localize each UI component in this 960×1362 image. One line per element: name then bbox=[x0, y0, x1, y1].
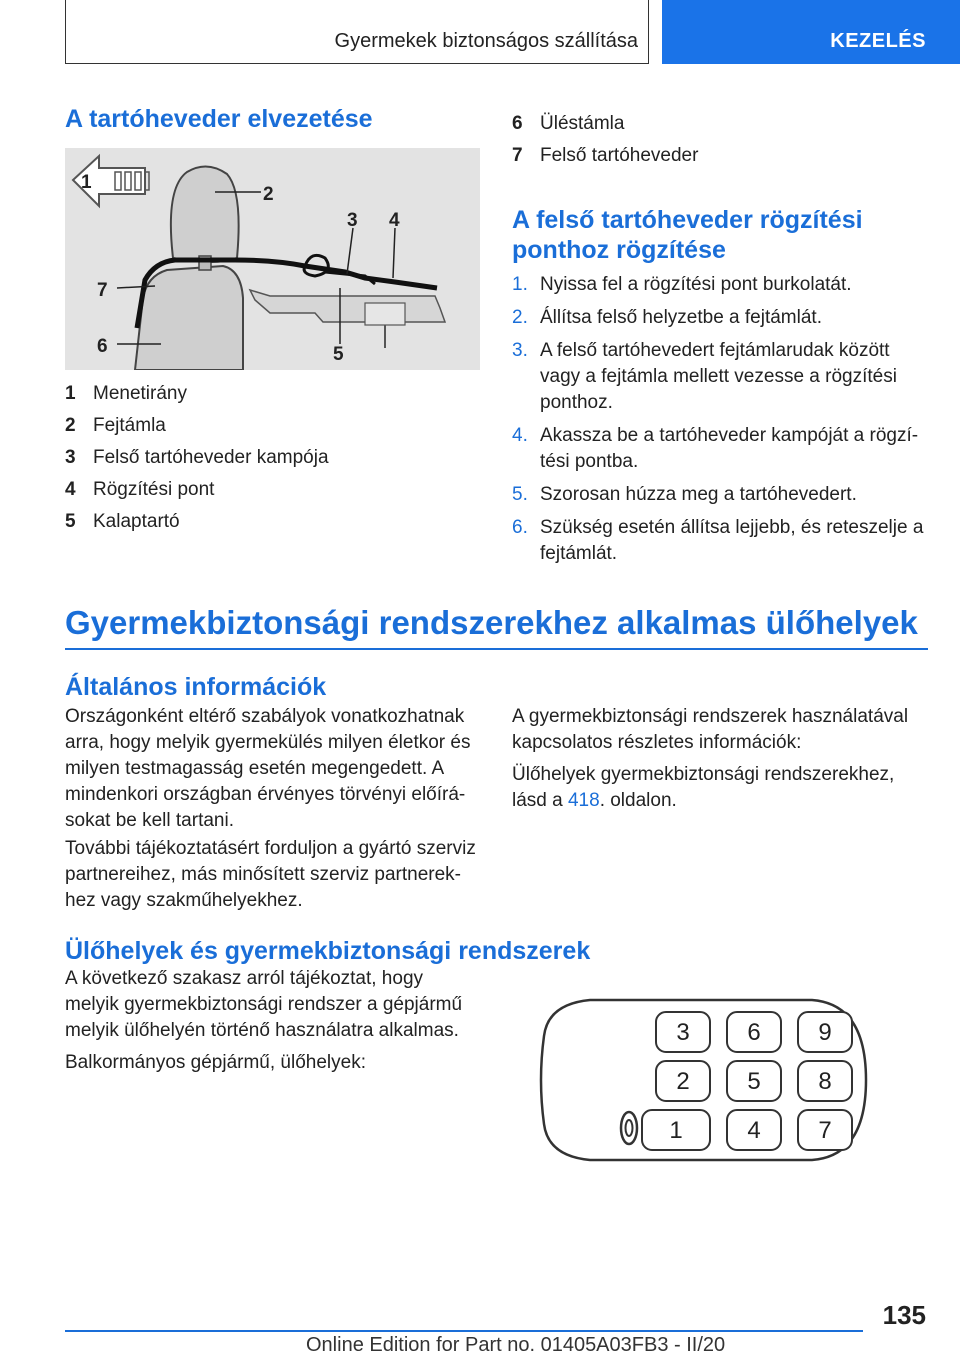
legend-left bbox=[65, 378, 329, 538]
step-item: 5. Szorosan húzza meg a tartóhevedert. bbox=[512, 484, 857, 505]
fig-label-1: 1 bbox=[81, 172, 92, 193]
seat-4: 4 bbox=[747, 1117, 761, 1144]
seat-7: 7 bbox=[818, 1117, 832, 1144]
footer-edition: Online Edition for Part no. 01405A03FB3 - II/20 bbox=[306, 1334, 726, 1356]
legend-right bbox=[512, 108, 698, 172]
seat-2: 2 bbox=[676, 1068, 690, 1095]
fig-label-7: 7 bbox=[97, 280, 108, 301]
parcel-shelf-shape bbox=[250, 290, 445, 322]
general-para-1: Országonként eltérő szabályok vonatkozhatnak arra, hogy melyik gyermekülés milyen életkor és milyen testmagasság esetén megengedett. A mindenkori országban érvényes törvényi előírá-sokat be kell tartani. bbox=[65, 706, 471, 831]
legend-item: 5 Kalaptartó bbox=[65, 511, 180, 532]
strap-illustration bbox=[65, 148, 480, 370]
seat-diagram-svg bbox=[530, 996, 870, 1164]
general-para-3: A gyermekbiztonsági rendszerek használatával kapcsolatos részletes információk: bbox=[512, 706, 909, 753]
attach-title: A felső tartóheveder rögzítési ponthoz rögzítése bbox=[512, 206, 863, 264]
step-item: 2. Állítsa felső helyzetbe a fejtámlát. bbox=[512, 307, 822, 328]
seats-para-1: A következő szakasz arról tájékoztat, hogy melyik gyermekbiztonsági rendszer a gépjármű melyik ülőhelyén történő használatra alkalmas. bbox=[65, 968, 463, 1041]
legend-item: 4 Rögzítési pont bbox=[65, 479, 215, 500]
fig-label-5: 5 bbox=[333, 344, 344, 365]
legend-item: 2 Fejtámla bbox=[65, 415, 166, 436]
general-info-title: Általános információk bbox=[65, 673, 327, 701]
page-link[interactable]: 418 bbox=[567, 790, 600, 811]
seat-3: 3 bbox=[676, 1019, 690, 1046]
fig-label-3: 3 bbox=[347, 210, 358, 231]
general-para-4: Ülőhelyek gyermekbiztonsági rendszerekhez, lásd a 418. oldalon. bbox=[512, 764, 895, 811]
seat-6: 6 bbox=[747, 1019, 761, 1046]
header-section-title: Gyermekek biztonságos szállítása bbox=[334, 30, 638, 52]
seat-1: 1 bbox=[669, 1117, 683, 1144]
seats-section-title: Gyermekbiztonsági rendszerekhez alkalmas ülőhelyek bbox=[65, 604, 918, 641]
fig-label-4: 4 bbox=[389, 210, 400, 231]
seats-title: Ülőhelyek és gyermekbiztonsági rendszerek bbox=[65, 937, 591, 965]
legend-item: 7 Felső tartóheveder bbox=[512, 145, 699, 166]
headrest-shape bbox=[171, 166, 239, 262]
page-number: 135 bbox=[882, 1300, 926, 1330]
fig-label-6: 6 bbox=[97, 336, 108, 357]
legend-item: 1 Menetirány bbox=[65, 383, 187, 404]
footer-rule bbox=[65, 1330, 863, 1332]
step-item: 3. A felső tartóhevedert fejtámlarudak között vagy a fejtámla mellett vezesse a rögzítési ponthoz. bbox=[512, 340, 897, 413]
seat-8: 8 bbox=[818, 1068, 832, 1095]
seat-back-shape bbox=[135, 266, 243, 370]
header-box bbox=[65, 0, 649, 64]
section-rule bbox=[65, 648, 928, 650]
header-tab-label: KEZELÉS bbox=[830, 30, 926, 52]
strap-figure bbox=[65, 148, 480, 370]
legend-item: 3 Felső tartóheveder kampója bbox=[65, 447, 329, 468]
seats-para-2: Balkormányos gépjármű, ülőhelyek: bbox=[65, 1052, 366, 1073]
header-tab[interactable] bbox=[662, 0, 960, 64]
strap-title: A tartóheveder elvezetése bbox=[65, 105, 373, 133]
seat-diagram bbox=[530, 996, 870, 1164]
seat-9: 9 bbox=[818, 1019, 832, 1046]
seat-5: 5 bbox=[747, 1068, 761, 1095]
fig-label-2: 2 bbox=[263, 184, 274, 205]
attach-steps bbox=[512, 272, 932, 574]
step-item: 4. Akassza be a tartóheveder kampóját a rögzí-tési pontba. bbox=[512, 425, 919, 472]
step-item: 1. Nyissa fel a rögzítési pont burkolatát. bbox=[512, 274, 852, 295]
general-para-2: További tájékoztatásért forduljon a gyártó szerviz partnereihez, más minősített szerviz partnerek-hez vagy szakműhelyekhez. bbox=[65, 838, 476, 911]
legend-item: 6 Üléstámla bbox=[512, 113, 625, 134]
step-item: 6. Szükség esetén állítsa lejjebb, és reteszelje a fejtámlát. bbox=[512, 517, 924, 564]
